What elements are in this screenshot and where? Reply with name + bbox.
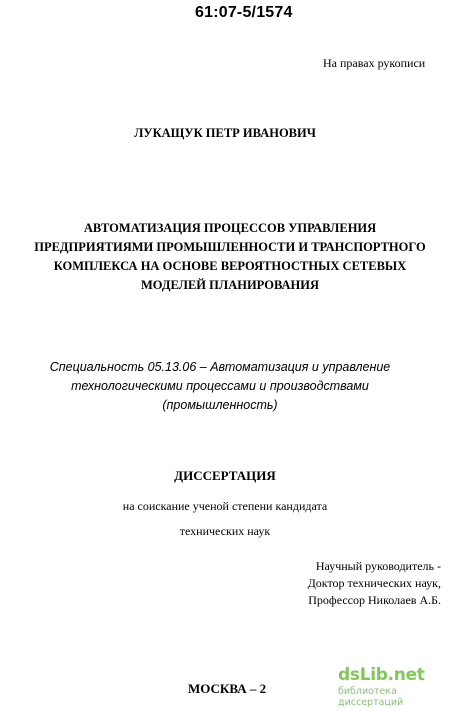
title-line: ПРЕДПРИЯТИЯМИ ПРОМЫШЛЕННОСТИ И ТРАНСПОРТНОГО — [34, 240, 426, 254]
title-line: КОМПЛЕКСА НА ОСНОВЕ ВЕРОЯТНОСТНЫХ СЕТЕВЫХ — [53, 259, 407, 273]
specialty-line: технологическими процессами и производствами — [71, 379, 369, 393]
degree-line: на соискание ученой степени кандидата — [122, 499, 328, 513]
city-year: МОСКВА – 2 — [188, 681, 267, 696]
dissertation-heading: ДИССЕРТАЦИЯ — [174, 468, 276, 483]
specialty-block — [0, 358, 440, 415]
dissertation-title — [10, 219, 450, 295]
degree-line: технических наук — [179, 524, 271, 538]
advisor-block — [270, 558, 441, 609]
specialty-line: Специальность 05.13.06 – Автоматизация и управление — [49, 360, 391, 374]
advisor-line: Доктор технических наук, — [307, 576, 441, 590]
degree-block — [0, 494, 450, 544]
title-line: МОДЕЛЕЙ ПЛАНИРОВАНИЯ — [140, 278, 319, 292]
author-name: ЛУКАЩУК ПЕТР ИВАНОВИЧ — [134, 126, 316, 140]
watermark-logo: dsLib.net — [338, 665, 425, 685]
watermark-subtitle: библиотека диссертаций — [338, 686, 404, 708]
catalog-number: 61:07-5/1574 — [195, 4, 293, 21]
advisor-line: Профессор Николаев А.Б. — [308, 593, 441, 607]
advisor-line: Научный руководитель - — [315, 559, 441, 573]
specialty-line: (промышленность) — [162, 398, 278, 412]
rights-note: На правах рукописи — [323, 56, 426, 70]
watermark — [338, 665, 446, 708]
title-line: АВТОМАТИЗАЦИЯ ПРОЦЕССОВ УПРАВЛЕНИЯ — [83, 221, 377, 235]
